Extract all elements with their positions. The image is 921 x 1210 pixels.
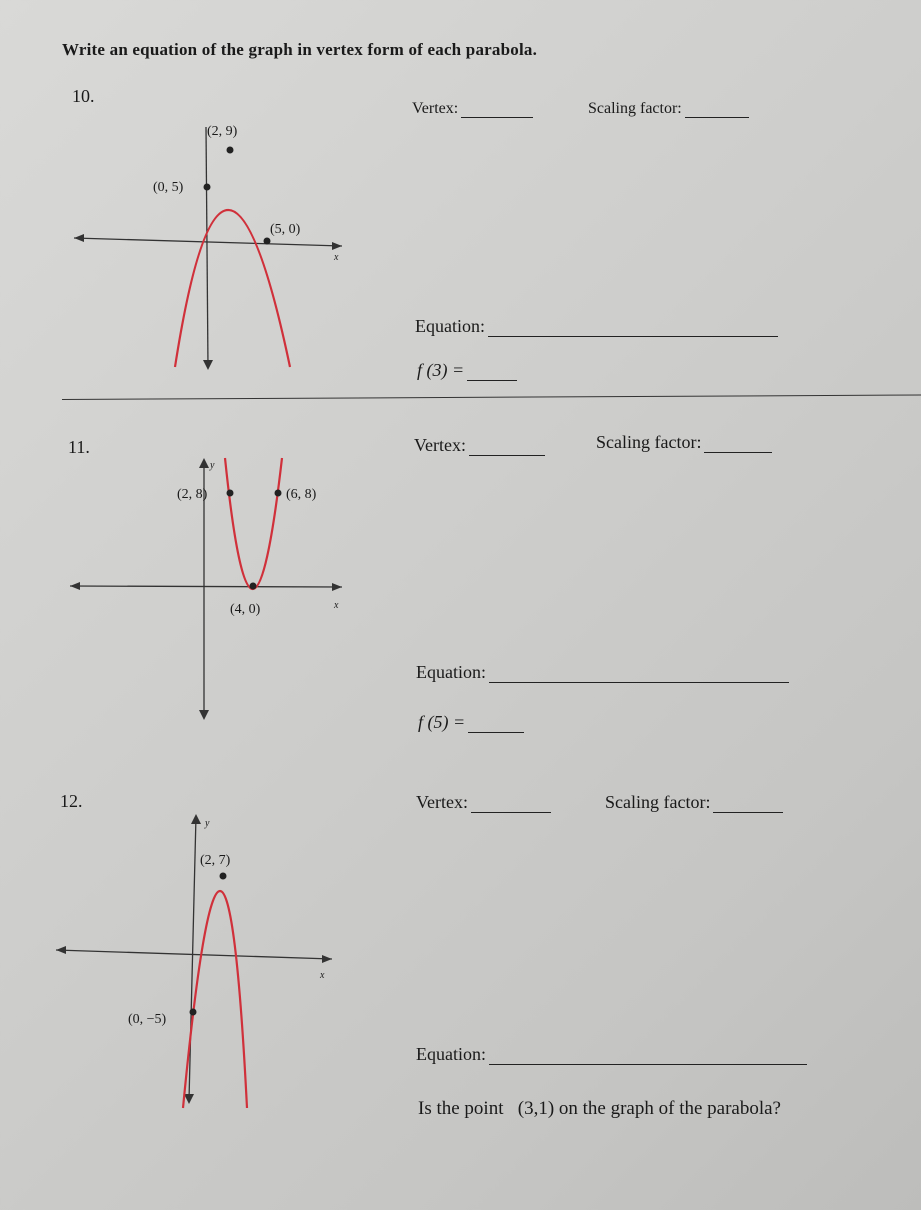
point-label-left: (2, 8) (177, 487, 208, 502)
y-axis (206, 127, 208, 367)
y-axis (189, 816, 196, 1100)
x-axis-left-arrow (74, 234, 84, 242)
question-text: f (5) = (418, 712, 466, 732)
y-intercept-point (204, 184, 211, 191)
x-intercept-point (264, 238, 271, 245)
scaling-answer-blank[interactable] (713, 796, 783, 813)
equation-answer-blank[interactable] (489, 666, 789, 683)
point-label-vertex: (2, 9) (207, 124, 238, 139)
vertex-label: Vertex: (416, 792, 468, 812)
x-axis-label: x (334, 600, 339, 611)
point-label-x-intercept: (5, 0) (270, 222, 301, 237)
question-field-11 (418, 712, 524, 733)
equation-field-12 (416, 1044, 807, 1065)
vertex-label: Vertex: (414, 435, 466, 455)
point-label-y-intercept: (0, 5) (153, 180, 184, 195)
y-axis-down-arrow (199, 710, 209, 720)
point-label-right: (6, 8) (286, 487, 317, 502)
equation-field-11 (416, 662, 789, 683)
vertex-answer-blank[interactable] (471, 796, 551, 813)
vertex-point (220, 873, 227, 880)
equation-label: Equation: (416, 1044, 486, 1064)
graph-problem-10 (60, 105, 360, 390)
x-axis-label: x (320, 970, 325, 981)
question-field-10 (417, 360, 517, 381)
vertex-point (227, 147, 234, 154)
equation-answer-blank[interactable] (489, 1048, 807, 1065)
x-axis-right-arrow (332, 583, 342, 591)
section-divider (62, 394, 921, 400)
y-axis-label: y (210, 460, 215, 471)
vertex-point (250, 583, 257, 590)
problem-number-10: 10. (72, 86, 95, 106)
question-text: f (3) = (417, 360, 465, 380)
y-axis-up-arrow (191, 814, 201, 824)
point-label-vertex: (2, 7) (200, 853, 231, 868)
right-point (275, 490, 282, 497)
x-axis-right-arrow (322, 955, 332, 963)
vertex-answer-blank[interactable] (469, 439, 545, 456)
y-axis-up-arrow (199, 458, 209, 468)
worksheet-title: Write an equation of the graph in vertex form of each parabola. (62, 40, 538, 59)
point-label-vertex: (4, 0) (230, 602, 261, 617)
x-axis-left-arrow (56, 946, 66, 954)
graph-problem-12 (50, 808, 360, 1113)
question-text-12: Is the point (3,1) on the graph of the parabola? (418, 1098, 781, 1119)
vertex-field-11 (414, 435, 545, 456)
question-answer-blank[interactable] (468, 716, 524, 733)
scaling-field-10 (588, 100, 749, 118)
vertex-field-10 (412, 100, 533, 118)
x-axis-left-arrow (70, 582, 80, 590)
y-axis-label: y (205, 818, 210, 829)
scaling-field-12 (605, 792, 783, 813)
graph-problem-11 (60, 450, 360, 730)
equation-label: Equation: (416, 662, 486, 682)
x-axis-label: x (334, 252, 339, 263)
scaling-answer-blank[interactable] (704, 436, 772, 453)
vertex-answer-blank[interactable] (461, 101, 533, 118)
parabola-curve (225, 458, 282, 589)
scaling-answer-blank[interactable] (685, 101, 749, 118)
equation-label: Equation: (415, 316, 485, 336)
y-axis-down-arrow (203, 360, 213, 370)
equation-answer-blank[interactable] (488, 320, 778, 337)
left-point (227, 490, 234, 497)
scaling-label: Scaling factor: (596, 432, 702, 452)
problem-number-11: 11. (68, 437, 90, 457)
equation-field-10 (415, 316, 778, 337)
x-axis (74, 238, 342, 246)
scaling-label: Scaling factor: (605, 792, 711, 812)
x-axis-right-arrow (332, 242, 342, 250)
parabola-curve (183, 891, 247, 1108)
y-intercept-point (190, 1009, 197, 1016)
vertex-label: Vertex: (412, 100, 459, 117)
problem-number-12: 12. (60, 791, 83, 811)
y-axis-down-arrow (184, 1094, 194, 1104)
x-axis (70, 586, 342, 587)
question-answer-blank[interactable] (467, 364, 517, 381)
x-axis (56, 950, 332, 959)
vertex-field-12 (416, 792, 551, 813)
point-label-y-intercept: (0, −5) (128, 1012, 167, 1027)
scaling-field-11 (596, 432, 772, 453)
scaling-label: Scaling factor: (588, 100, 682, 117)
